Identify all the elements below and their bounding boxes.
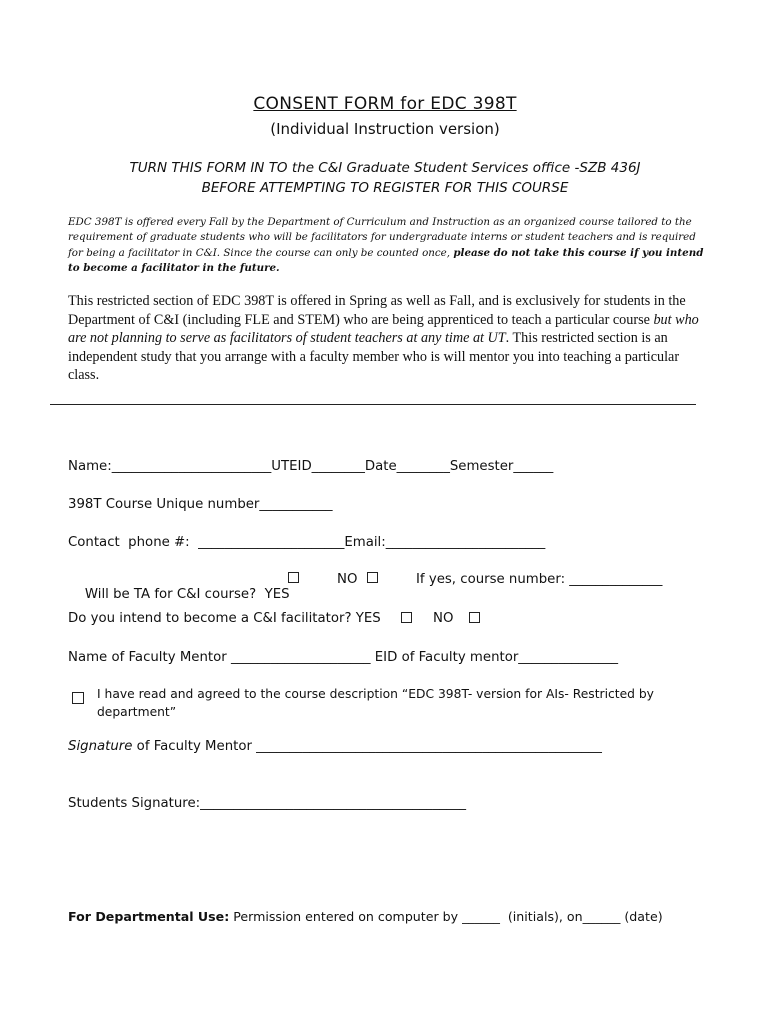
instruction-line-1: TURN THIS FORM IN TO the C&I Graduate Student Services office -SZB 436J (129, 160, 641, 176)
ta-question-label: Will be TA for C&I course? YES (84, 587, 290, 602)
facilitator-no-checkbox[interactable] (469, 612, 480, 623)
restricted-text-italic: but who are not planning to serve as facilitators of student teachers at any time at UT (68, 311, 699, 346)
form-title: CONSENT FORM for EDC 398T (253, 94, 517, 114)
mentor-signature-field[interactable] (68, 739, 602, 754)
departmental-use-text: Permission entered on computer by ______ (initials), on______ (date) (229, 909, 663, 924)
departmental-use-row (68, 909, 663, 924)
form-subtitle: (Individual Instruction version) (270, 120, 500, 138)
ta-course-number-field[interactable]: If yes, course number: ______________ (416, 572, 663, 587)
submission-instructions (0, 158, 770, 198)
ta-no-label: NO (337, 572, 358, 587)
intro-text: EDC 398T is offered every Fall by the Department of Curriculum and Instruction as an organized course tailored to the requirement of graduate students who will be facilitators for undergraduate interns or student teachers and is required for being a facilitator in C&I. Since the course can only be counted once, (68, 216, 696, 259)
facilitator-no-label: NO (433, 611, 454, 626)
instruction-line-2: BEFORE ATTEMPTING TO REGISTER FOR THIS COURSE (201, 180, 569, 196)
name-uteid-date-semester-field[interactable]: Name:________________________UTEID________Date________Semester______ (68, 459, 554, 474)
facilitator-question-label: Do you intend to become a C&I facilitator? YES (68, 611, 381, 626)
restricted-text-2: . This restricted section is an independent study that you arrange with a faculty member who is will mentor you into teaching a particular class. (68, 330, 680, 383)
departmental-use-label: For Departmental Use: (68, 909, 230, 924)
faculty-mentor-field[interactable]: Name of Faculty Mentor _____________________ EID of Faculty mentor_______________ (68, 650, 619, 665)
course-unique-number-field[interactable]: 398T Course Unique number___________ (68, 497, 333, 512)
facilitator-yes-checkbox[interactable] (401, 612, 412, 623)
student-signature-field[interactable]: Students Signature:________________________________________ (68, 796, 467, 811)
agree-checkbox[interactable] (72, 692, 84, 704)
intro-paragraph (68, 215, 708, 276)
intro-warning: please do not take this course if you intend to become a facilitator in the future. (68, 246, 704, 274)
agree-statement: I have read and agreed to the course description “EDC 398T- version for AIs- Restricted by department” (97, 687, 654, 719)
divider (50, 404, 696, 405)
signature-label: Signature (68, 739, 133, 754)
restricted-text-1: This restricted section of EDC 398T is offered in Spring as well as Fall, and is exclusively for students in the Department of C&I (including FLE and STEM) who are being apprenticed to teach a particular course (68, 293, 686, 328)
ta-no-checkbox[interactable] (367, 572, 378, 583)
ta-yes-checkbox[interactable] (288, 572, 299, 583)
mentor-signature-line: of Faculty Mentor ____________________________________________________ (132, 739, 602, 754)
contact-phone-email-field[interactable]: Contact phone #: ______________________Email:________________________ (68, 535, 546, 550)
restricted-section-paragraph (68, 292, 708, 385)
